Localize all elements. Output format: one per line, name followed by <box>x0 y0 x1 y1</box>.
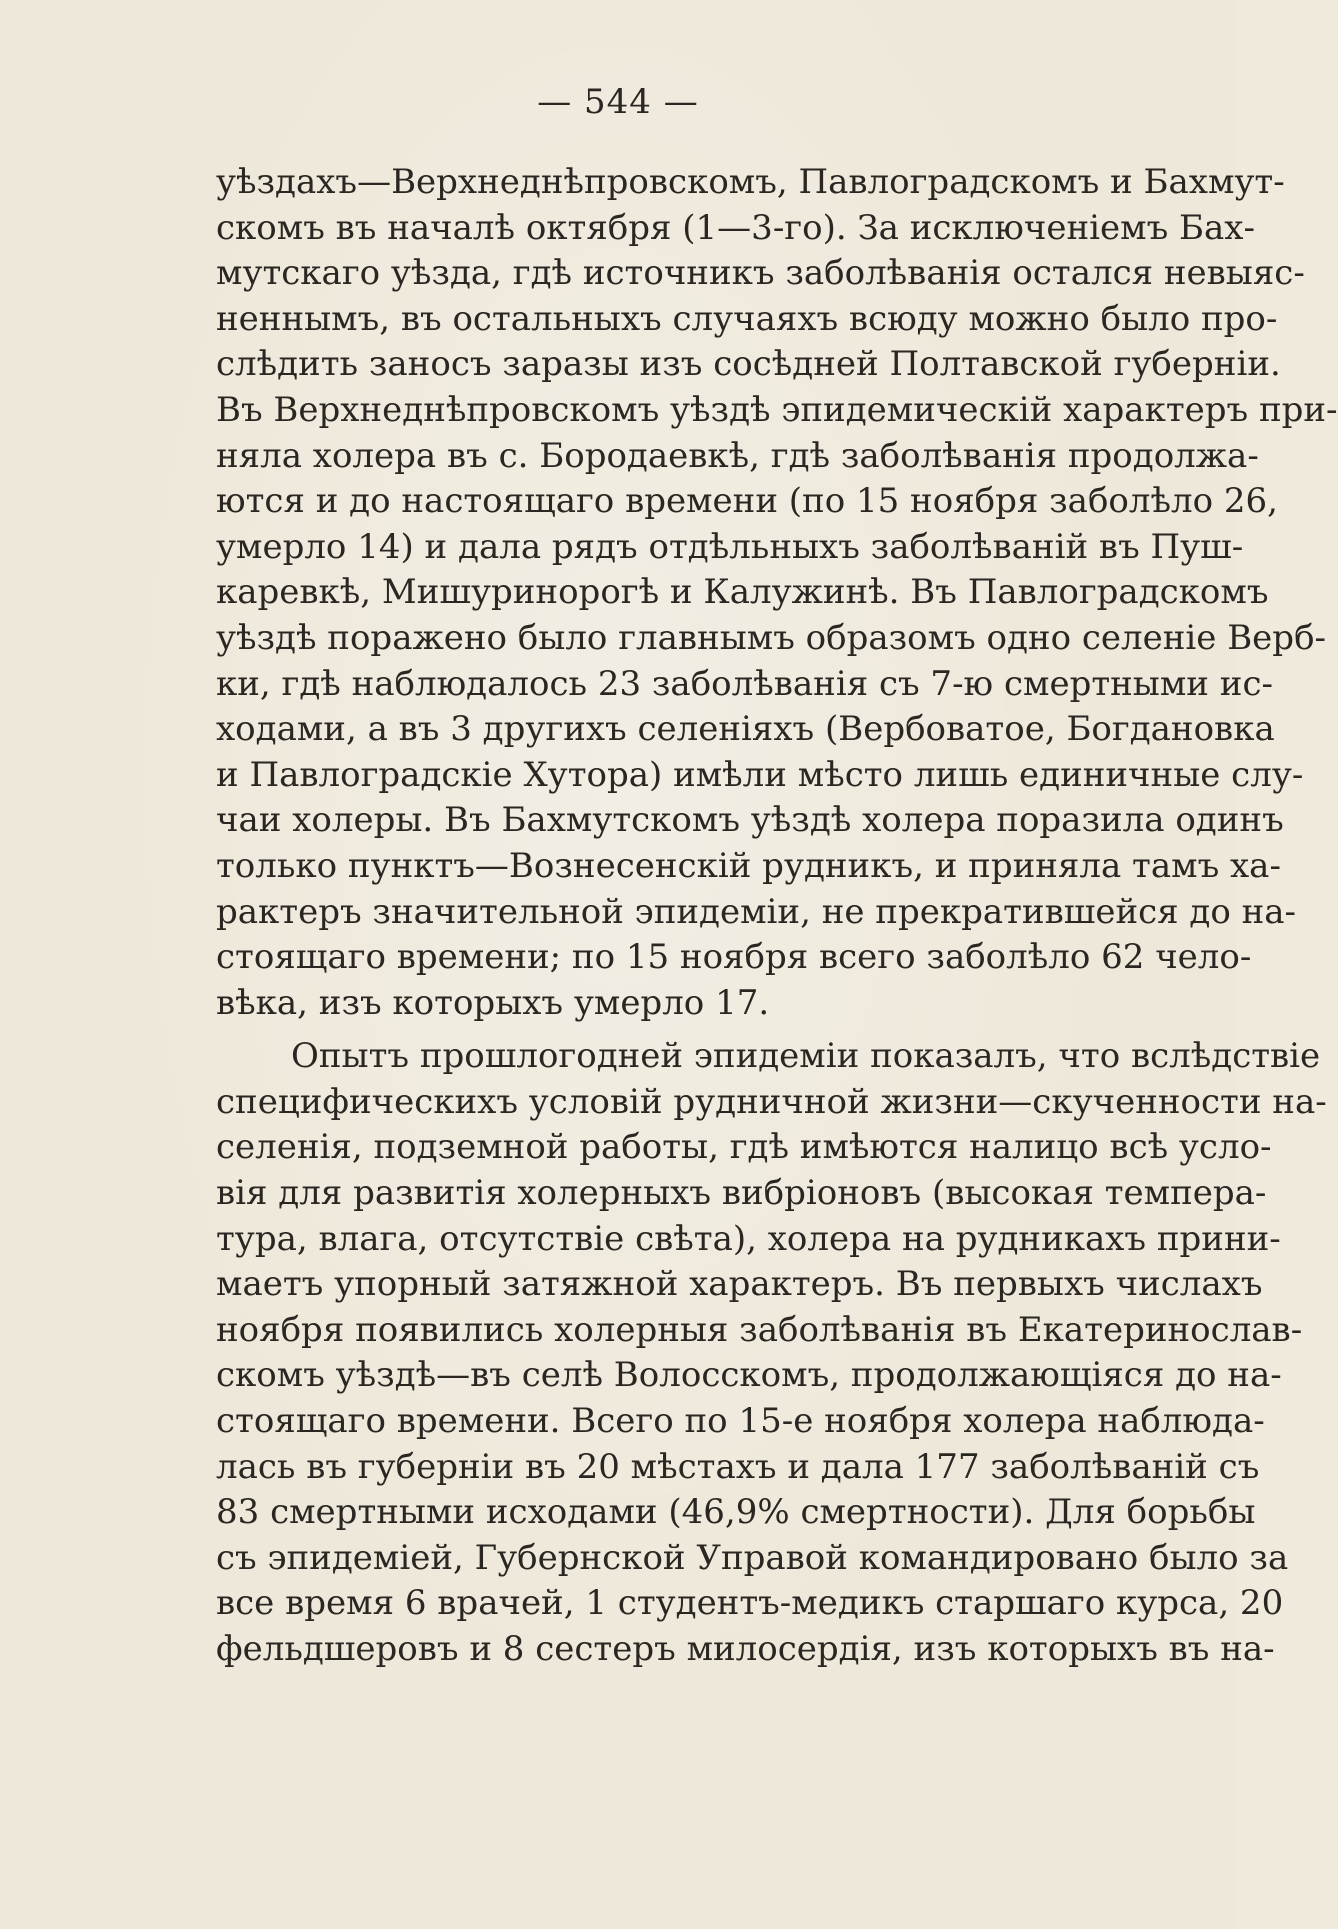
text-body <box>216 160 1338 1673</box>
text-line: Въ Верхнеднѣпровскомъ уѣздѣ эпидемическій характеръ при- <box>216 389 1338 430</box>
text-line: скомъ уѣздѣ—въ селѣ Волосскомъ, продолжающіяся до на- <box>216 1355 1282 1396</box>
text-line: рактеръ значительной эпидеміи, не прекратившейся до на- <box>216 891 1297 932</box>
text-line: чаи холеры. Въ Бахмутскомъ уѣздѣ холера поразила одинъ <box>216 800 1284 841</box>
text-line: неннымъ, въ остальныхъ случаяхъ всюду можно было про- <box>216 298 1278 339</box>
text-line: маетъ упорный затяжной характеръ. Въ первыхъ числахъ <box>216 1264 1263 1305</box>
text-line: мутскаго уѣзда, гдѣ источникъ заболѣванія остался невыяс- <box>216 253 1305 294</box>
paragraph-gap <box>216 1026 1204 1034</box>
text-line: уѣздахъ—Верхнеднѣпровскомъ, Павлоградскомъ и Бахмут- <box>216 162 1285 202</box>
text-line: только пунктъ—Вознесенскій рудникъ, и приняла тамъ ха- <box>216 845 1281 886</box>
paragraph-2 <box>216 1034 1327 1672</box>
text-line: ходами, а въ 3 другихъ селеніяхъ (Вербоватое, Богдановка <box>216 709 1275 750</box>
text-line: Опытъ прошлогодней эпидеміи показалъ, что вслѣдствіе <box>291 1036 1321 1077</box>
text-line: фельдшеровъ и 8 сестеръ милосердія, изъ которыхъ въ на- <box>216 1629 1275 1669</box>
text-line: и Павлоградскіе Хутора) имѣли мѣсто лишь единичные слу- <box>216 754 1304 795</box>
text-line: ются и до настоящаго времени (по 15 ноября заболѣло 26, <box>216 481 1278 522</box>
text-line: ноября появились холерныя заболѣванія въ Екатеринослав- <box>216 1309 1303 1350</box>
text-line: все время 6 врачей, 1 студентъ-медикъ старшаго курса, 20 <box>216 1583 1284 1624</box>
text-line: скомъ въ началѣ октября (1—3-го). За исключеніемъ Бах- <box>216 207 1255 248</box>
text-line: уѣздѣ поражено было главнымъ образомъ одно селеніе Верб- <box>216 617 1327 658</box>
text-line: 83 смертными исходами (46,9% смертности). Для борьбы <box>216 1492 1256 1533</box>
text-line: вія для развитія холерныхъ вибріоновъ (высокая темпера- <box>216 1173 1267 1214</box>
text-line: лась въ губерніи въ 20 мѣстахъ и дала 177 заболѣваній съ <box>216 1446 1260 1487</box>
text-line: каревкѣ, Мишуринорогѣ и Калужинѣ. Въ Павлоградскомъ <box>216 572 1269 613</box>
text-line: селенія, подземной работы, гдѣ имѣются налицо всѣ усло- <box>216 1127 1272 1168</box>
text-line: умерло 14) и дала рядъ отдѣльныхъ заболѣваній въ Пуш- <box>216 526 1244 567</box>
text-line: ки, гдѣ наблюдалось 23 заболѣванія съ 7-ю смертными ис- <box>216 663 1273 704</box>
text-line: няла холера въ с. Бородаевкѣ, гдѣ заболѣванія продолжа- <box>216 435 1259 476</box>
text-line: специфическихъ условій рудничной жизни—скученности на- <box>216 1081 1327 1122</box>
text-line: съ эпидеміей, Губернской Управой командировано было за <box>216 1537 1289 1578</box>
text-line: тура, влага, отсутствіе свѣта), холера на рудникахъ прини- <box>216 1218 1281 1259</box>
text-line: стоящаго времени; по 15 ноября всего заболѣло 62 чело- <box>216 937 1252 978</box>
text-line: вѣка, изъ которыхъ умерло 17. <box>216 982 770 1023</box>
text-line: слѣдить заносъ заразы изъ сосѣдней Полтавской губерніи. <box>216 344 1281 385</box>
text-line: стоящаго времени. Всего по 15-е ноября холера наблюда- <box>216 1401 1265 1442</box>
paragraph-1 <box>216 160 1338 1026</box>
page-number: — 544 — <box>537 82 699 122</box>
